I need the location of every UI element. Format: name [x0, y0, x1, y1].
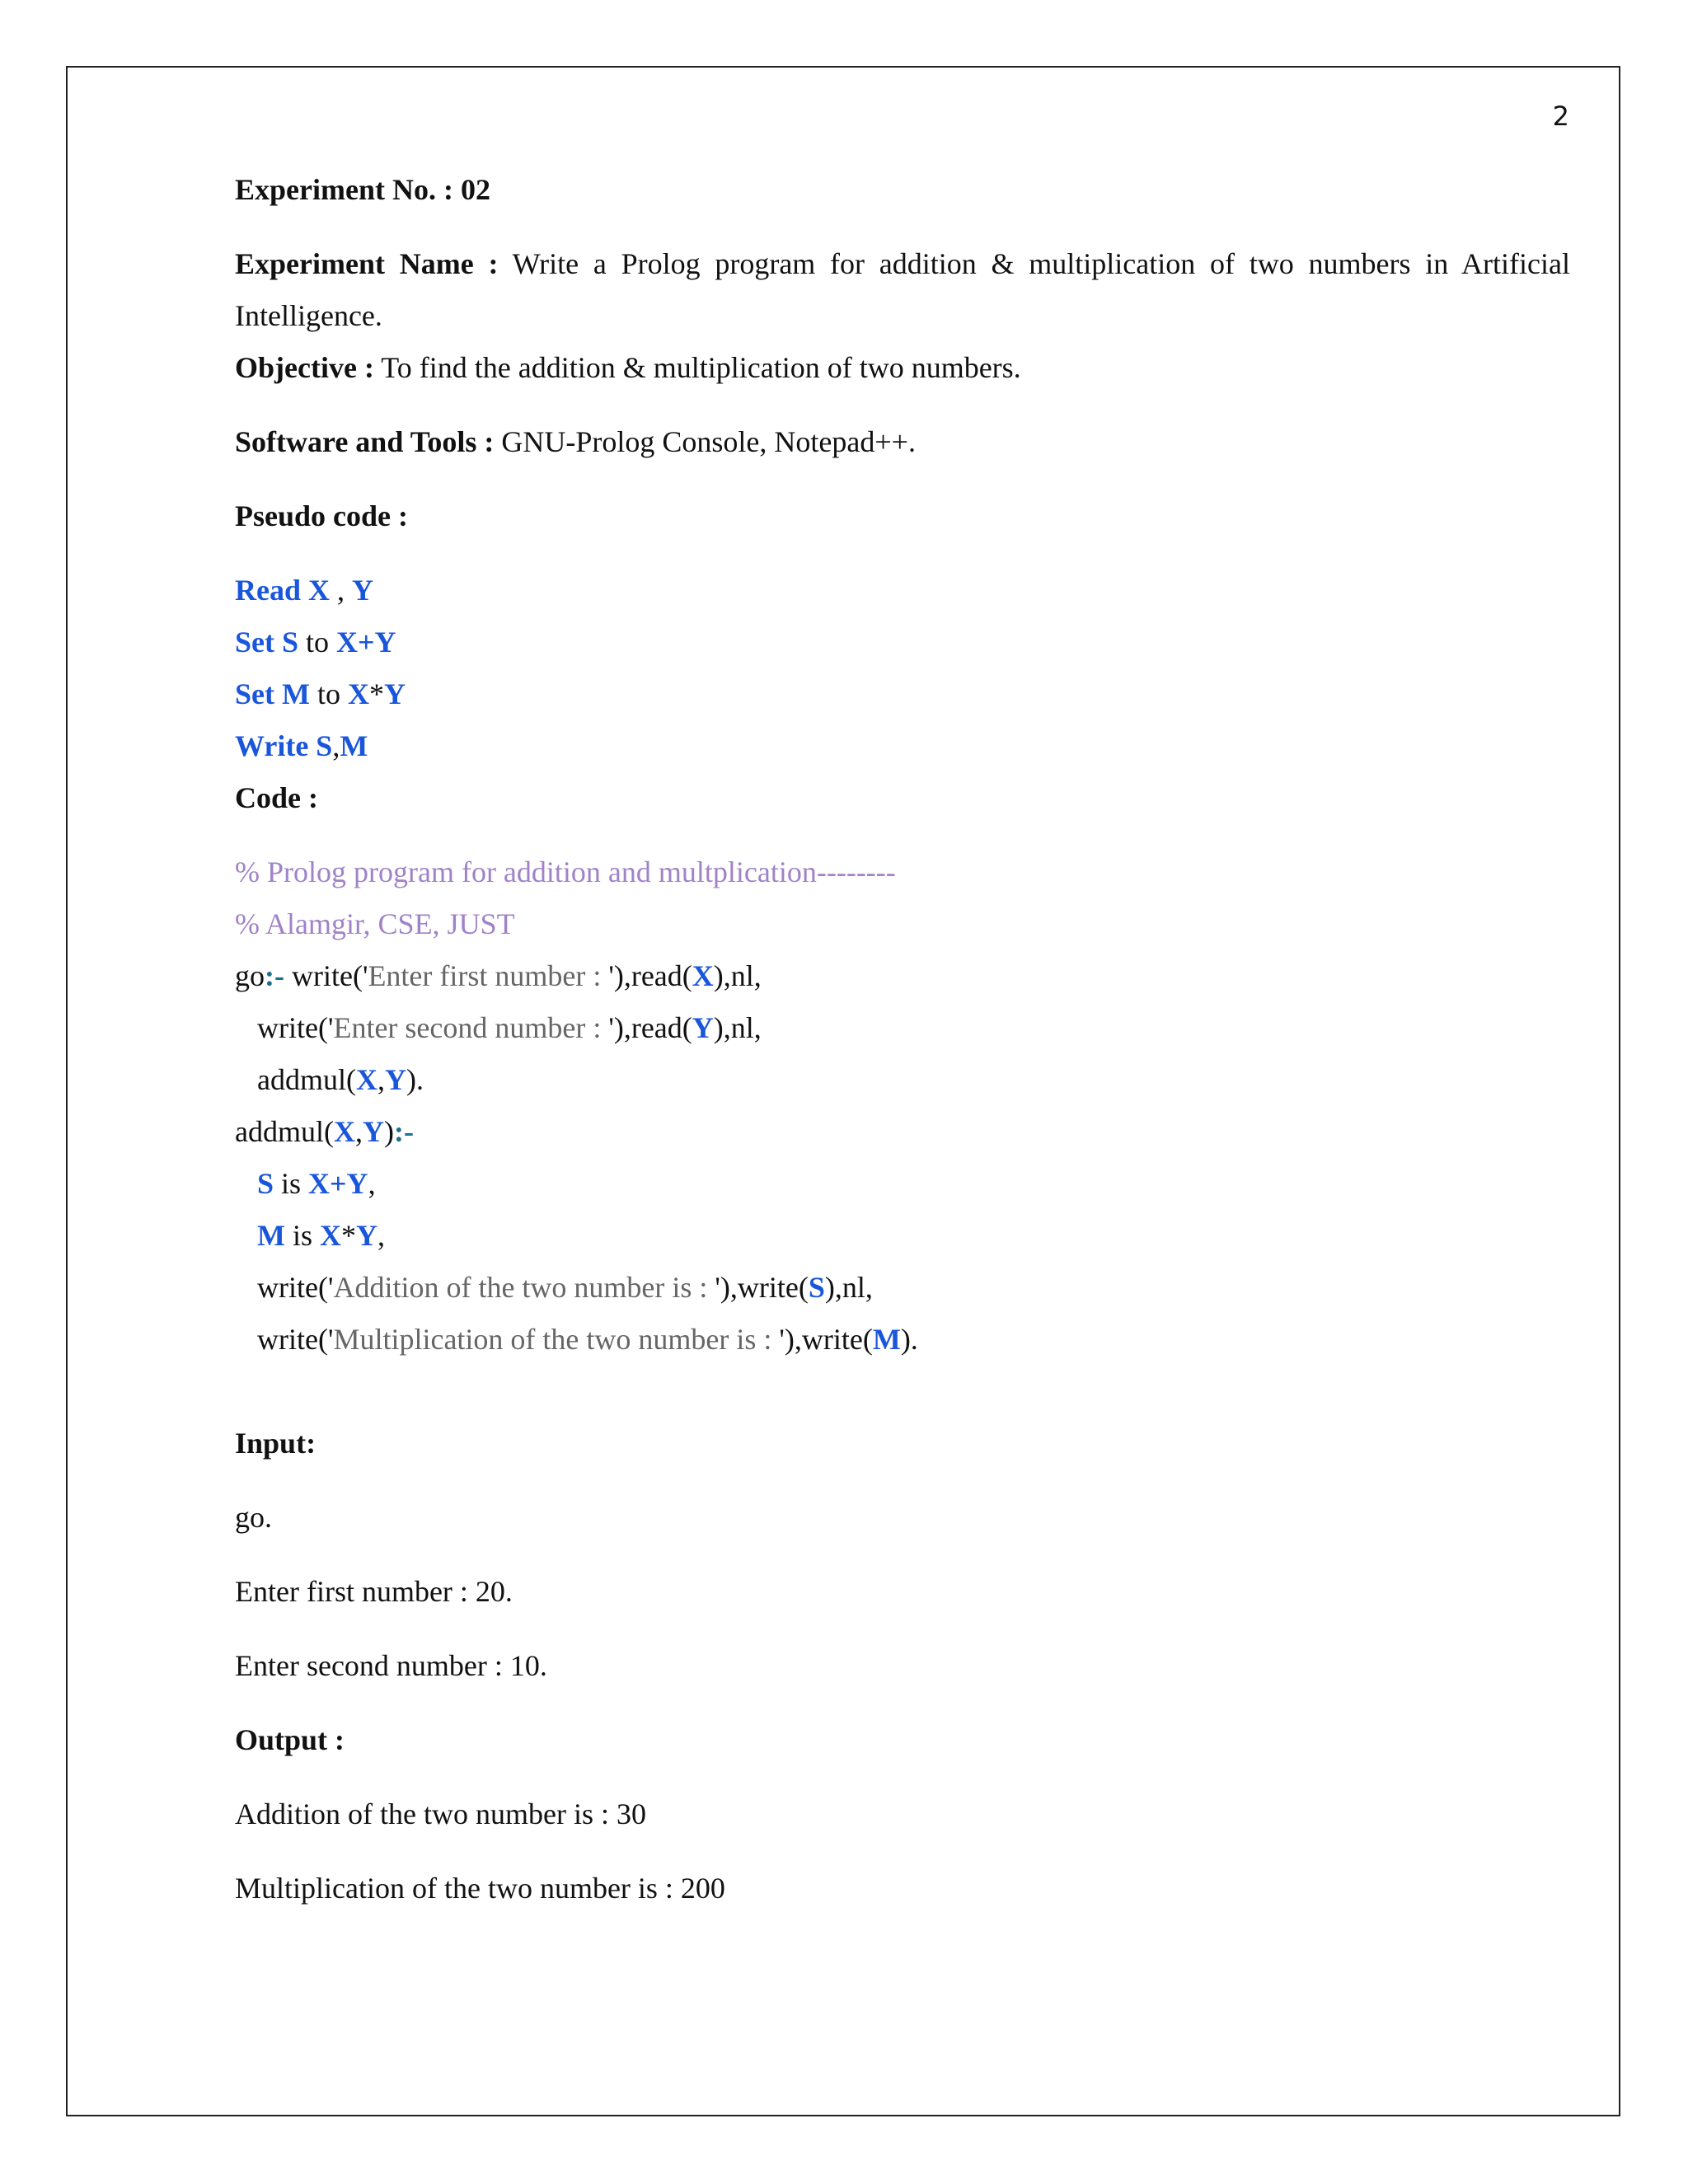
code-line-go: go:- write('Enter first number : '),read(X),nl,	[235, 959, 762, 992]
code-line-product: M is X*Y,	[257, 1219, 385, 1252]
software-text: GNU-Prolog Console, Notepad++.	[501, 425, 916, 458]
objective-text: To find the addition & multiplication of two numbers.	[381, 351, 1021, 384]
input-line: Enter first number : 20.	[235, 1575, 513, 1608]
code-line-addmul-head: addmul(X,Y):-	[235, 1115, 414, 1148]
experiment-name-line2: Intelligence.	[235, 299, 382, 332]
experiment-name-text: Write a Prolog program for addition & multiplication of two numbers in Artificial	[512, 247, 1570, 280]
software-label: Software and Tools :	[235, 425, 495, 458]
code-comment-2: % Alamgir, CSE, JUST	[235, 907, 515, 940]
objective-label: Objective :	[235, 351, 374, 384]
input-line: go.	[235, 1501, 272, 1534]
page-number: 2	[1552, 101, 1569, 132]
code-line-write-product: write('Multiplication of the two number is : '),write(M).	[235, 1323, 918, 1356]
output-line: Multiplication of the two number is : 200	[235, 1872, 725, 1905]
output-heading: Output :	[235, 1723, 345, 1756]
pseudo-line-set-s: Set S to X+Y	[235, 626, 396, 658]
code-line-write-sum: write('Addition of the two number is : '),write(S),nl,	[235, 1271, 873, 1304]
experiment-no: Experiment No. : 02	[235, 173, 490, 206]
pseudo-line-read: Read X , Y	[235, 574, 373, 607]
pseudo-line-write: Write S,M	[235, 729, 368, 762]
output-line: Addition of the two number is : 30	[235, 1797, 646, 1830]
input-line: Enter second number : 10.	[235, 1649, 547, 1682]
pseudo-line-set-m: Set M to X*Y	[235, 677, 406, 710]
experiment-name-label: Experiment Name :	[235, 247, 499, 280]
pseudo-code-heading: Pseudo code :	[235, 499, 408, 532]
code-heading: Code :	[235, 781, 318, 814]
code-line-addmul-call: addmul(X,Y).	[235, 1063, 424, 1096]
code-line-read-second: write('Enter second number : '),read(Y),nl,	[235, 1011, 762, 1044]
code-comment-1: % Prolog program for addition and multplication--------	[235, 855, 896, 888]
experiment-name-line1	[235, 247, 1570, 280]
code-line-sum: S is X+Y,	[257, 1167, 376, 1200]
software-tools	[235, 425, 916, 458]
objective	[235, 351, 1021, 384]
input-heading: Input:	[235, 1427, 316, 1460]
